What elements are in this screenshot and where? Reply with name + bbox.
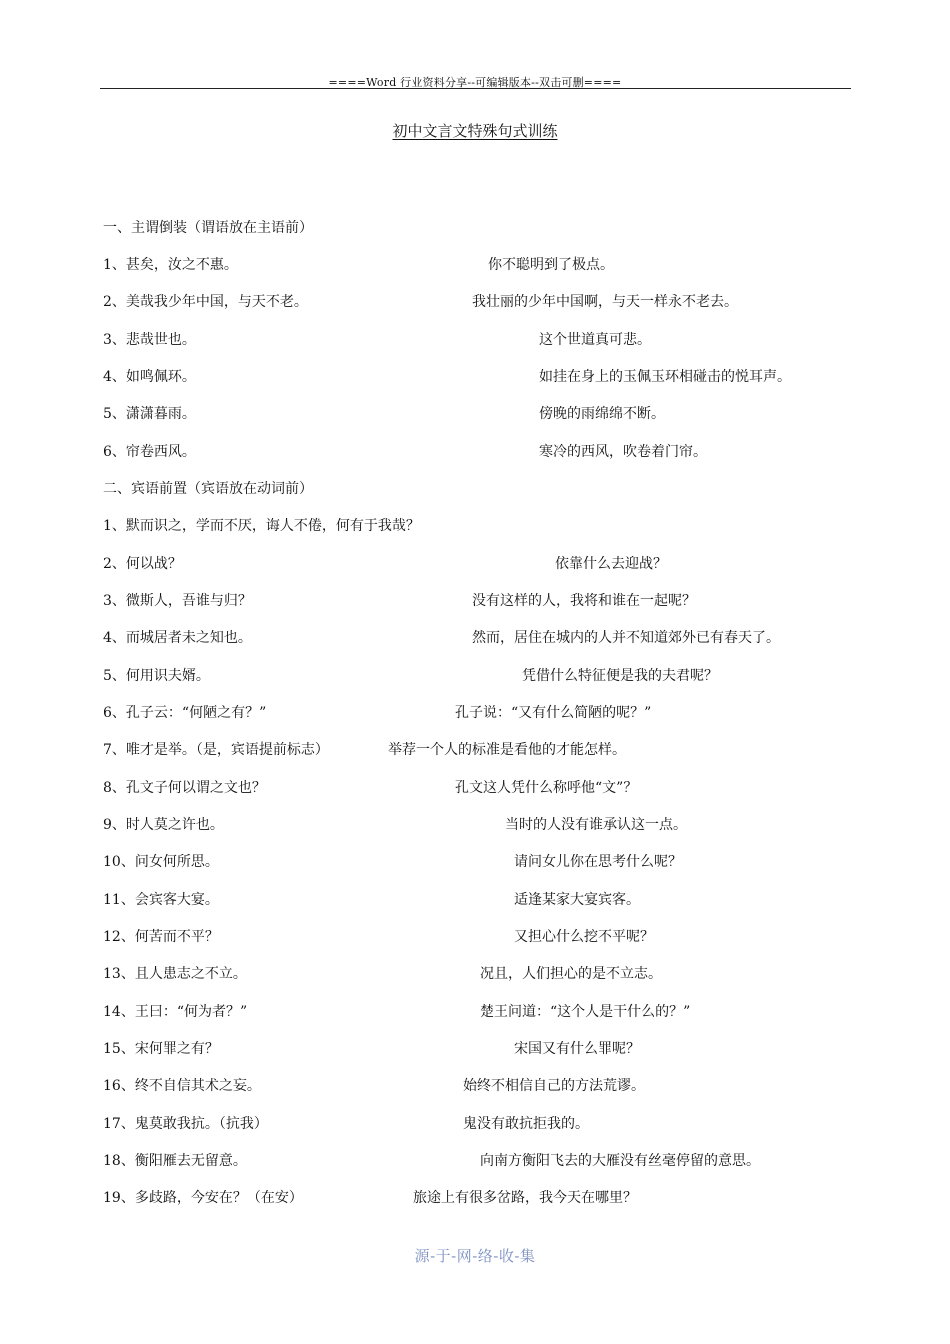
translation: 宋国又有什么罪呢？	[514, 1041, 640, 1057]
list-item	[103, 928, 654, 946]
classical-sentence: 3、微斯人，吾谁与归？	[103, 593, 252, 609]
classical-sentence: 10、问女何所思。	[103, 854, 219, 870]
document-title: 初中文言文特殊句式训练	[392, 122, 558, 140]
list-item	[103, 853, 682, 871]
translation: 依靠什么去迎战？	[555, 556, 667, 572]
header-divider	[100, 88, 851, 89]
list-item	[103, 555, 667, 573]
list-item	[103, 741, 626, 759]
classical-sentence: 7、唯才是举。（是，宾语提前标志）	[103, 742, 329, 758]
list-item	[103, 1003, 691, 1021]
translation: 凭借什么特征便是我的夫君呢？	[522, 668, 718, 684]
classical-sentence: 14、王曰：“何为者？”	[103, 1004, 248, 1020]
translation: 请问女儿你在思考什么呢？	[514, 854, 682, 870]
list-item	[103, 517, 420, 535]
translation: 没有这样的人，我将和谁在一起呢？	[472, 593, 696, 609]
list-item	[103, 667, 718, 685]
classical-sentence: 12、何苦而不平？	[103, 929, 219, 945]
page-footer: 源-于-网-络-收-集	[414, 1247, 536, 1265]
list-item	[103, 629, 780, 647]
list-item	[103, 331, 651, 349]
translation: 况且，人们担心的是不立志。	[480, 966, 662, 982]
classical-sentence: 5、潇潇暮雨。	[103, 406, 196, 422]
translation: 你不聪明到了极点。	[488, 257, 614, 273]
classical-sentence: 13、且人患志之不立。	[103, 966, 247, 982]
translation: 孔文这人凭什么称呼他“文”？	[455, 780, 638, 796]
classical-sentence: 6、孔子云：“何陋之有？”	[103, 705, 267, 721]
list-item	[103, 1077, 645, 1095]
translation: 举荐一个人的标准是看他的才能怎样。	[388, 742, 626, 758]
list-item	[103, 1152, 760, 1170]
translation: 当时的人没有谁承认这一点。	[505, 817, 687, 833]
translation: 如挂在身上的玉佩玉环相碰击的悦耳声。	[539, 369, 791, 385]
list-item	[103, 1040, 640, 1058]
translation: 旅途上有很多岔路，我今天在哪里？	[413, 1190, 637, 1206]
list-item	[103, 443, 707, 461]
classical-sentence: 9、时人莫之许也。	[103, 817, 224, 833]
classical-sentence: 15、宋何罪之有？	[103, 1041, 219, 1057]
classical-sentence: 11、会宾客大宴。	[103, 892, 219, 908]
list-item	[103, 704, 652, 722]
classical-sentence: 4、如鸣佩环。	[103, 369, 196, 385]
section-heading: 一、主谓倒装（谓语放在主语前）	[103, 220, 313, 236]
classical-sentence: 1、默而识之，学而不厌，诲人不倦，何有于我哉？	[103, 518, 420, 534]
list-item	[103, 256, 614, 274]
list-item	[103, 1115, 589, 1133]
section-heading: 二、宾语前置（宾语放在动词前）	[103, 481, 313, 497]
translation: 又担心什么挖不平呢？	[514, 929, 654, 945]
translation: 这个世道真可悲。	[539, 332, 651, 348]
classical-sentence: 18、衡阳雁去无留意。	[103, 1153, 247, 1169]
classical-sentence: 4、而城居者未之知也。	[103, 630, 252, 646]
classical-sentence: 8、孔文子何以谓之文也？	[103, 780, 266, 796]
translation: 然而，居住在城内的人并不知道郊外已有春天了。	[472, 630, 780, 646]
translation: 我壮丽的少年中国啊，与天一样永不老去。	[472, 294, 738, 310]
list-item	[103, 816, 687, 834]
translation: 楚王问道：“这个人是干什么的？”	[480, 1004, 691, 1020]
translation: 孔子说：“又有什么简陋的呢？”	[455, 705, 652, 721]
list-item	[103, 891, 640, 909]
translation: 始终不相信自己的方法荒谬。	[463, 1078, 645, 1094]
list-item	[103, 779, 638, 797]
list-item	[103, 293, 738, 311]
classical-sentence: 2、何以战？	[103, 556, 182, 572]
list-item	[103, 592, 696, 610]
list-item	[103, 965, 662, 983]
list-item	[103, 368, 791, 386]
classical-sentence: 19、多歧路，今安在？（在安）	[103, 1190, 303, 1206]
translation: 向南方衡阳飞去的大雁没有丝毫停留的意思。	[480, 1153, 760, 1169]
classical-sentence: 3、悲哉世也。	[103, 332, 196, 348]
classical-sentence: 16、终不自信其术之妄。	[103, 1078, 261, 1094]
classical-sentence: 6、帘卷西风。	[103, 444, 196, 460]
classical-sentence: 1、甚矣，汝之不惠。	[103, 257, 238, 273]
page-header: ====Word 行业资料分享--可编辑版本--双击可删====	[328, 76, 622, 89]
translation: 傍晚的雨绵绵不断。	[539, 406, 665, 422]
classical-sentence: 2、美哉我少年中国，与天不老。	[103, 294, 308, 310]
classical-sentence: 5、何用识夫婿。	[103, 668, 210, 684]
classical-sentence: 17、鬼莫敢我抗。（抗我）	[103, 1116, 268, 1132]
translation: 适逢某家大宴宾客。	[514, 892, 640, 908]
list-item	[103, 405, 665, 423]
translation: 寒冷的西风，吹卷着门帘。	[539, 444, 707, 460]
translation: 鬼没有敢抗拒我的。	[463, 1116, 589, 1132]
list-item	[103, 1189, 637, 1207]
